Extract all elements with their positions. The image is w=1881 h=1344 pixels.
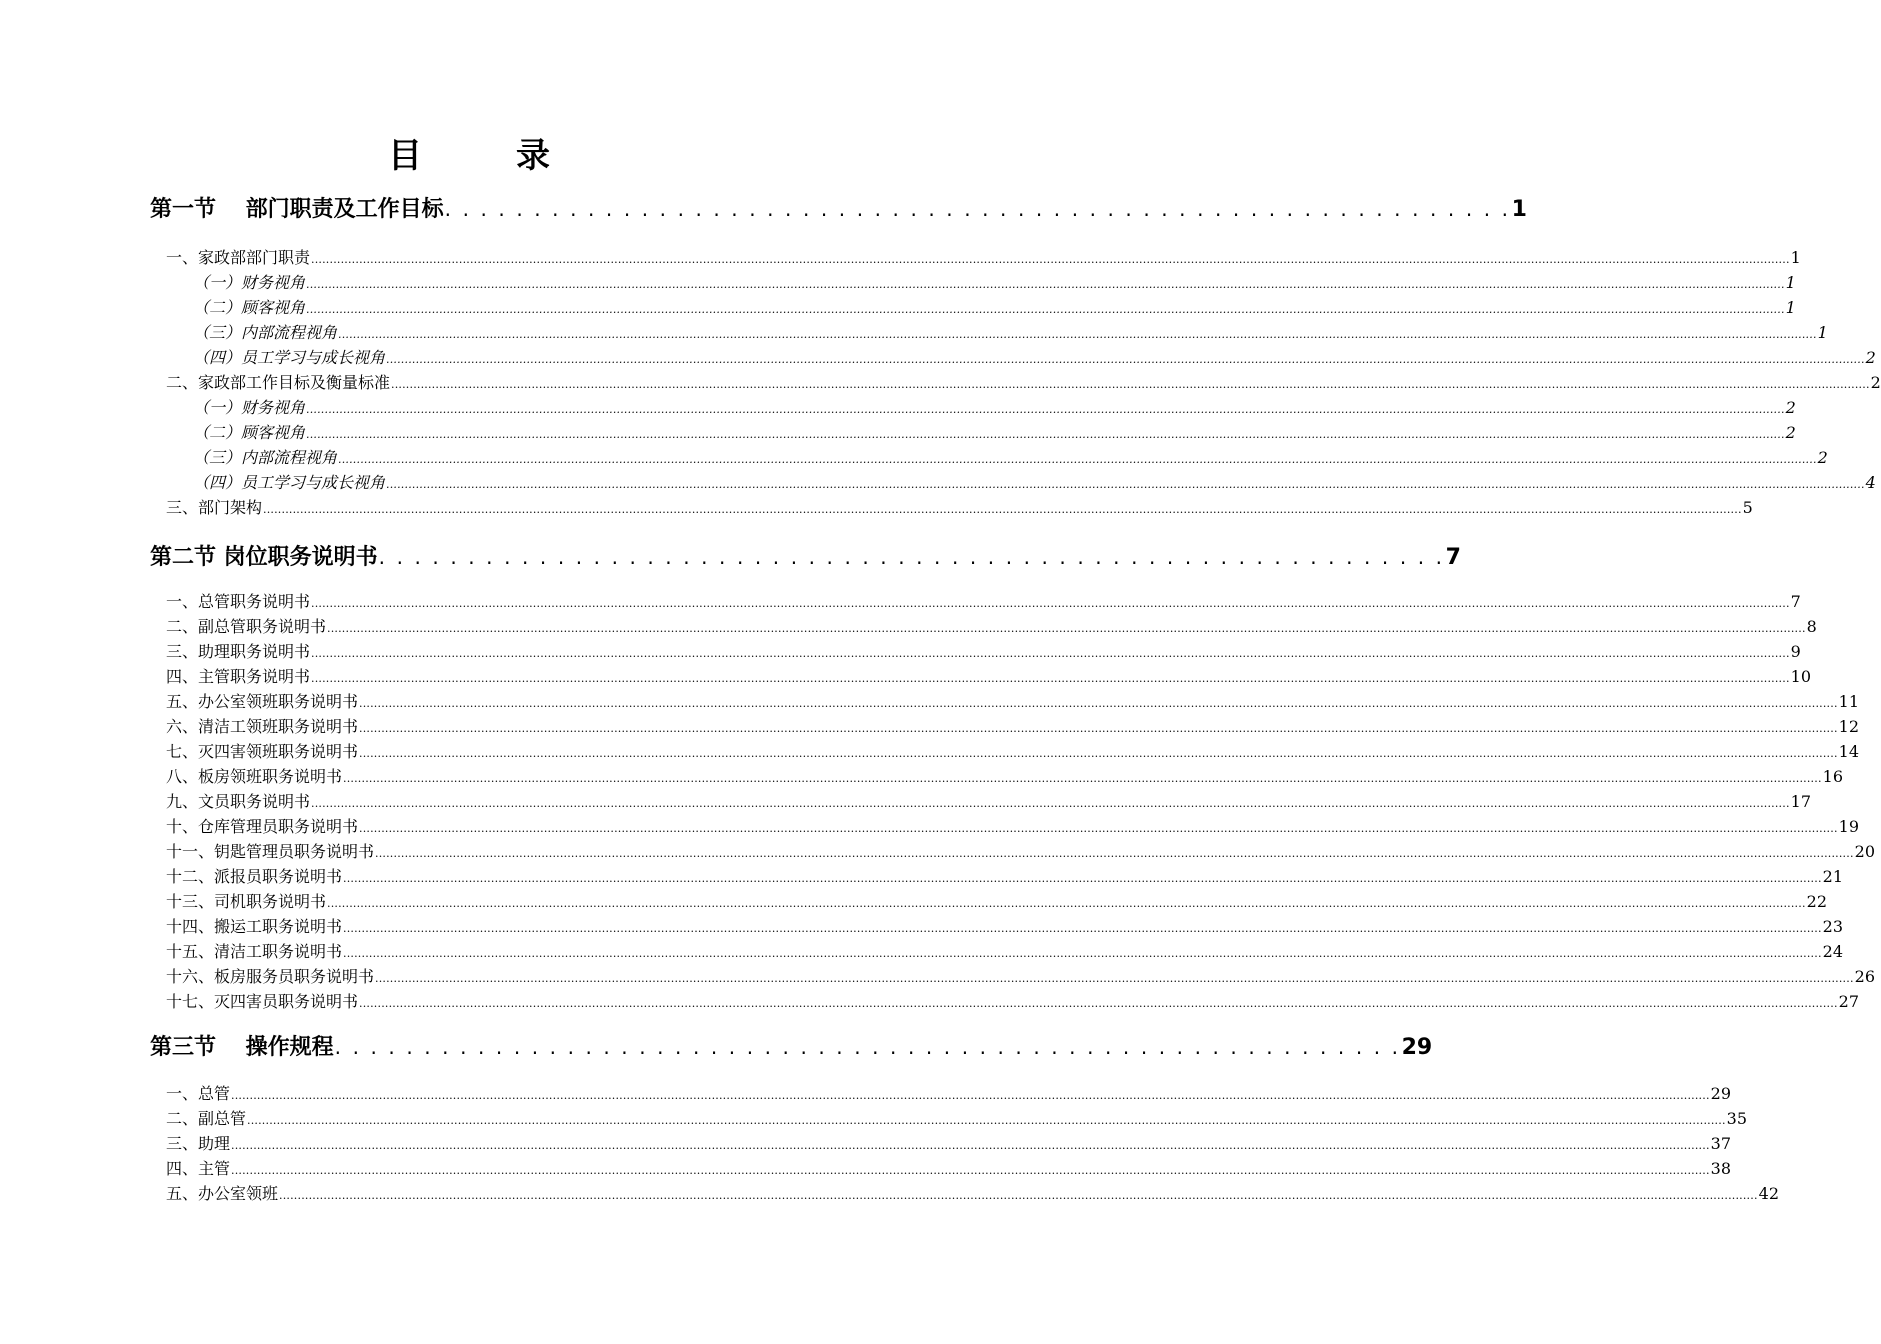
toc-page-number: 1 — [1511, 197, 1527, 222]
toc-leader-dots: ................................................................................................................................................................................................................................................................................................................................................................................................................ — [279, 1189, 1758, 1202]
toc-page-number: 23 — [1822, 917, 1844, 936]
toc-entry[interactable] — [166, 614, 1817, 636]
toc-entry[interactable] — [166, 964, 1876, 986]
toc-entry-label: （三）内部流程视角 — [193, 323, 338, 342]
toc-entry-label: （二）顾客视角 — [193, 423, 306, 442]
toc-entry-label: （一）财务视角 — [193, 273, 306, 292]
toc-entry-label: 十一、钥匙管理员职务说明书 — [166, 842, 375, 861]
toc-page-number: 5 — [1742, 498, 1753, 517]
toc-leader-dots: ................................................................................................................................................................................................................................................................................................................................................................................................................ — [306, 428, 1785, 441]
toc-entry[interactable] — [193, 395, 1796, 417]
toc-entry-label: 第三节 操作规程 — [150, 1035, 334, 1060]
toc-entry[interactable] — [166, 245, 1801, 267]
toc-entry[interactable] — [166, 1081, 1732, 1103]
toc-page-number: 20 — [1854, 842, 1876, 861]
toc-entry-label: 三、部门架构 — [166, 498, 263, 517]
toc-page-number: 12 — [1838, 717, 1860, 736]
toc-entry-label: 第二节 岗位职务说明书 — [150, 545, 378, 570]
toc-entry-label: 二、副总管 — [166, 1109, 247, 1128]
toc-page-number: 11 — [1838, 692, 1860, 711]
toc-page-number: 1 — [1817, 323, 1828, 342]
toc-leader-dots: ................................................................................................................................................................................................................................................................................................................................................................................................................ — [375, 972, 1854, 985]
toc-leader-dots: ................................................................................................................................................................................................................................................................................................................................................................................................................ — [386, 353, 1865, 366]
toc-leader-dots: ................................................................................................................................................................................................................................................................................................................................................................................................................ — [375, 847, 1854, 860]
toc-title: 目 录 — [388, 136, 580, 176]
toc-page-number: 19 — [1838, 817, 1860, 836]
toc-page-number: 2 — [1817, 448, 1828, 467]
toc-entry[interactable] — [166, 939, 1844, 961]
toc-leader-dots: ................................................................................................................................................................................................................................................................................................................................................................................................................ — [359, 747, 1838, 760]
toc-leader-dots: ................................................................................................................................................................................................................................................................................................................................................................................................................ — [338, 328, 1817, 341]
toc-entry-label: 三、助理职务说明书 — [166, 642, 311, 661]
toc-leader-dots: ................................................................................................................................................................................................................................................................................................................................................................................................................ — [311, 253, 1790, 266]
toc-leader-dots: ................................................................................................................................................................................................................................................................................................................................................................................................................ — [247, 1114, 1726, 1127]
toc-entry-label: 一、家政部部门职责 — [166, 248, 311, 267]
toc-entry-label: 十六、板房服务员职务说明书 — [166, 967, 375, 986]
toc-entry[interactable] — [193, 320, 1828, 342]
toc-page-number: 24 — [1822, 942, 1844, 961]
toc-leader-dots: . . . . . . . . . . . . . . . . . . . . . . . . . . . . . . . . . . . . . . . . . . . . . . . . . . . . . . . . . . . . — [334, 1035, 1401, 1059]
toc-page-number: 27 — [1838, 992, 1860, 1011]
toc-entry-label: 一、总管 — [166, 1084, 231, 1103]
toc-entry-label: （三）内部流程视角 — [193, 448, 338, 467]
toc-entry-label: 二、副总管职务说明书 — [166, 617, 327, 636]
toc-leader-dots: ................................................................................................................................................................................................................................................................................................................................................................................................................ — [311, 647, 1790, 660]
toc-leader-dots: ................................................................................................................................................................................................................................................................................................................................................................................................................ — [306, 278, 1785, 291]
toc-entry-label: （一）财务视角 — [193, 398, 306, 417]
toc-page-number: 42 — [1758, 1184, 1780, 1203]
toc-entry-label: 二、家政部工作目标及衡量标准 — [166, 373, 391, 392]
toc-page-number: 26 — [1854, 967, 1876, 986]
toc-section-entry[interactable] — [150, 1030, 1433, 1064]
toc-page-number: 4 — [1865, 473, 1876, 492]
toc-leader-dots: ................................................................................................................................................................................................................................................................................................................................................................................................................ — [311, 597, 1790, 610]
toc-entry[interactable] — [193, 420, 1796, 442]
toc-leader-dots: ................................................................................................................................................................................................................................................................................................................................................................................................................ — [311, 797, 1790, 810]
toc-page-number: 21 — [1822, 867, 1844, 886]
toc-entry-label: （四）员工学习与成长视角 — [193, 348, 386, 367]
toc-leader-dots: ................................................................................................................................................................................................................................................................................................................................................................................................................ — [386, 478, 1865, 491]
toc-entry[interactable] — [166, 689, 1860, 711]
toc-entry-label: 十、仓库管理员职务说明书 — [166, 817, 359, 836]
toc-entry-label: 十三、司机职务说明书 — [166, 892, 327, 911]
toc-page-number: 7 — [1790, 592, 1801, 611]
toc-entry-label: 四、主管 — [166, 1159, 231, 1178]
toc-leader-dots: . . . . . . . . . . . . . . . . . . . . . . . . . . . . . . . . . . . . . . . . . . . . . . . . . . . . . . . . . . . . — [378, 545, 1445, 569]
toc-entry[interactable] — [166, 864, 1844, 886]
toc-page-number: 9 — [1790, 642, 1801, 661]
toc-entry-label: 十二、派报员职务说明书 — [166, 867, 343, 886]
toc-entry-label: 十五、清洁工职务说明书 — [166, 942, 343, 961]
toc-entry[interactable] — [166, 814, 1860, 836]
toc-entry-label: 四、主管职务说明书 — [166, 667, 311, 686]
toc-entry[interactable] — [166, 664, 1812, 686]
toc-page-number: 2 — [1785, 398, 1796, 417]
toc-page-number: 16 — [1822, 767, 1844, 786]
toc-leader-dots: ................................................................................................................................................................................................................................................................................................................................................................................................................ — [327, 622, 1806, 635]
toc-page-number: 2 — [1870, 373, 1881, 392]
toc-entry[interactable] — [166, 1106, 1748, 1128]
toc-entry[interactable] — [166, 714, 1860, 736]
toc-entry[interactable] — [166, 739, 1860, 761]
toc-entry-label: 五、办公室领班 — [166, 1184, 279, 1203]
toc-page-number: 37 — [1710, 1134, 1732, 1153]
toc-page-number: 29 — [1401, 1035, 1433, 1060]
toc-entry-label: 十七、灭四害员职务说明书 — [166, 992, 359, 1011]
toc-leader-dots: ................................................................................................................................................................................................................................................................................................................................................................................................................ — [343, 947, 1822, 960]
toc-page-number: 2 — [1865, 348, 1876, 367]
toc-page-number: 14 — [1838, 742, 1860, 761]
toc-leader-dots: ................................................................................................................................................................................................................................................................................................................................................................................................................ — [359, 997, 1838, 1010]
toc-entry-label: 九、文员职务说明书 — [166, 792, 311, 811]
toc-leader-dots: ................................................................................................................................................................................................................................................................................................................................................................................................................ — [359, 822, 1838, 835]
toc-leader-dots: ................................................................................................................................................................................................................................................................................................................................................................................................................ — [231, 1089, 1710, 1102]
toc-leader-dots: ................................................................................................................................................................................................................................................................................................................................................................................................................ — [263, 503, 1742, 516]
toc-section-entry[interactable] — [150, 540, 1461, 574]
toc-leader-dots: ................................................................................................................................................................................................................................................................................................................................................................................................................ — [306, 403, 1785, 416]
toc-entry[interactable] — [166, 1181, 1780, 1203]
toc-leader-dots: ................................................................................................................................................................................................................................................................................................................................................................................................................ — [359, 697, 1838, 710]
toc-page-number: 1 — [1785, 298, 1796, 317]
toc-leader-dots: ................................................................................................................................................................................................................................................................................................................................................................................................................ — [231, 1164, 1710, 1177]
toc-entry[interactable] — [166, 589, 1801, 611]
toc-page-number: 1 — [1785, 273, 1796, 292]
toc-page-number: 17 — [1790, 792, 1812, 811]
toc-leader-dots: ................................................................................................................................................................................................................................................................................................................................................................................................................ — [338, 453, 1817, 466]
toc-page-number: 7 — [1445, 545, 1461, 570]
toc-entry[interactable] — [166, 764, 1844, 786]
toc-leader-dots: ................................................................................................................................................................................................................................................................................................................................................................................................................ — [343, 922, 1822, 935]
toc-page-number: 10 — [1790, 667, 1812, 686]
toc-page-number: 8 — [1806, 617, 1817, 636]
toc-entry-label: 十四、搬运工职务说明书 — [166, 917, 343, 936]
toc-leader-dots: ................................................................................................................................................................................................................................................................................................................................................................................................................ — [359, 722, 1838, 735]
toc-entry[interactable] — [193, 345, 1876, 367]
toc-entry-label: 八、板房领班职务说明书 — [166, 767, 343, 786]
toc-entry[interactable] — [166, 989, 1860, 1011]
toc-entry-label: （二）顾客视角 — [193, 298, 306, 317]
toc-entry-label: 五、办公室领班职务说明书 — [166, 692, 359, 711]
toc-leader-dots: ................................................................................................................................................................................................................................................................................................................................................................................................................ — [306, 303, 1785, 316]
toc-entry-label: 三、助理 — [166, 1134, 231, 1153]
toc-leader-dots: ................................................................................................................................................................................................................................................................................................................................................................................................................ — [391, 378, 1870, 391]
toc-entry[interactable] — [166, 495, 1753, 517]
toc-entry-label: 第一节 部门职责及工作目标 — [150, 197, 444, 222]
toc-entry-label: 六、清洁工领班职务说明书 — [166, 717, 359, 736]
toc-entry[interactable] — [166, 839, 1876, 861]
toc-entry[interactable] — [166, 914, 1844, 936]
toc-leader-dots: ................................................................................................................................................................................................................................................................................................................................................................................................................ — [311, 672, 1790, 685]
toc-entry[interactable] — [193, 295, 1796, 317]
toc-leader-dots: ................................................................................................................................................................................................................................................................................................................................................................................................................ — [343, 872, 1822, 885]
toc-leader-dots: ................................................................................................................................................................................................................................................................................................................................................................................................................ — [343, 772, 1822, 785]
toc-entry[interactable] — [166, 889, 1828, 911]
toc-entry[interactable] — [166, 789, 1812, 811]
toc-entry[interactable] — [166, 639, 1801, 661]
toc-entry[interactable] — [166, 370, 1881, 392]
toc-page-number: 38 — [1710, 1159, 1732, 1178]
toc-entry-label: （四）员工学习与成长视角 — [193, 473, 386, 492]
toc-page-number: 35 — [1726, 1109, 1748, 1128]
toc-page-number: 22 — [1806, 892, 1828, 911]
toc-entry[interactable] — [193, 445, 1828, 467]
toc-leader-dots: ................................................................................................................................................................................................................................................................................................................................................................................................................ — [231, 1139, 1710, 1152]
toc-page-number: 2 — [1785, 423, 1796, 442]
toc-page-number: 29 — [1710, 1084, 1732, 1103]
toc-entry[interactable] — [166, 1156, 1732, 1178]
toc-entry[interactable] — [193, 470, 1876, 492]
toc-leader-dots: ................................................................................................................................................................................................................................................................................................................................................................................................................ — [327, 897, 1806, 910]
toc-entry-label: 一、总管职务说明书 — [166, 592, 311, 611]
toc-entry[interactable] — [193, 270, 1796, 292]
toc-section-entry[interactable] — [150, 192, 1527, 226]
toc-leader-dots: . . . . . . . . . . . . . . . . . . . . . . . . . . . . . . . . . . . . . . . . . . . . . . . . . . . . . . . . . . . . — [444, 197, 1511, 221]
toc-entry[interactable] — [166, 1131, 1732, 1153]
toc-page-number: 1 — [1790, 248, 1801, 267]
toc-entry-label: 七、灭四害领班职务说明书 — [166, 742, 359, 761]
